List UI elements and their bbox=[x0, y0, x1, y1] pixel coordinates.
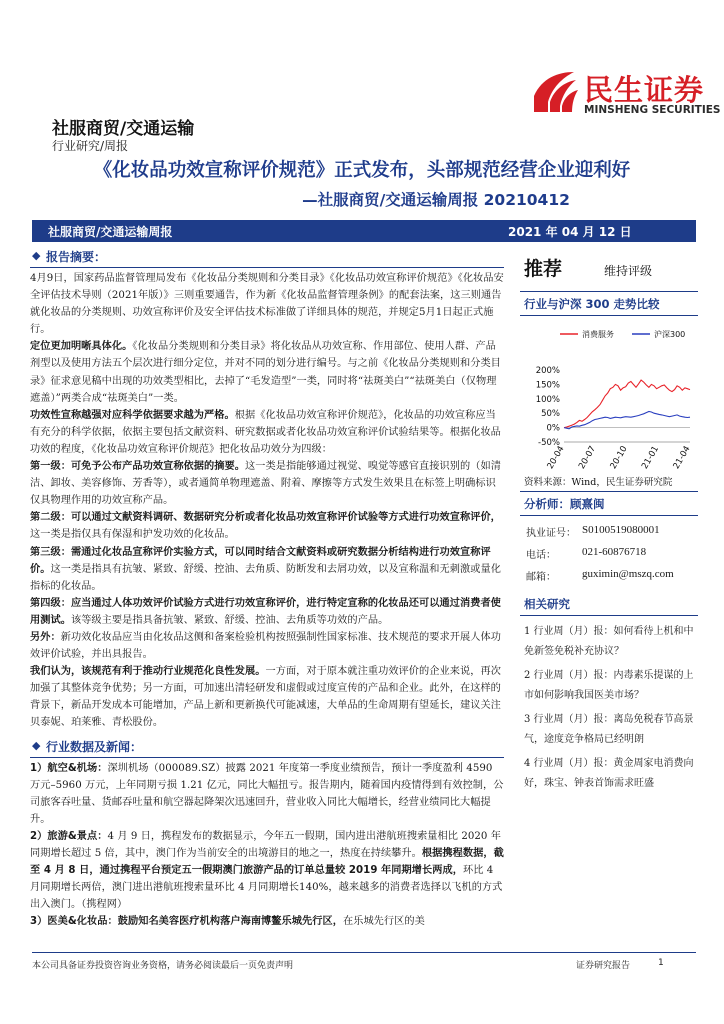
performance-chart bbox=[520, 316, 698, 472]
logo-mark-icon bbox=[528, 66, 580, 116]
summary-paragraph: 4月9日，国家药品监督管理局发布《化妆品分类规则和分类目录》《化妆品功效宣称评价规范》《化妆品安全评估技术导则（2021年版）》三则重要通告，作为新《化妆品监督管理条例》的配套法案，这三则通告就化妆品的分类规则、功效宣称评价及安全评估技术标准做了详细具体的规范，并规定5月1日起正式施行。 bbox=[30, 273, 504, 336]
legend-label: 消费服务 bbox=[582, 330, 614, 339]
rating-status: 维持评级 bbox=[604, 264, 653, 278]
summary-paragraph: 功效性宣称越强对应科学依据要求越为严格。根据《化妆品功效宣称评价规范》，化妆品的功效宣称应当有充分的科学依据，依据主要包括文献资料、研究数据或者化妆品功效宣称评价试验结果等。根据化妆品功效的程度，《化妆品功效宣称评价规范》把化妆品功效分为四级： bbox=[30, 409, 501, 455]
company-logo bbox=[528, 66, 721, 128]
y-tick-label: 0% bbox=[546, 423, 560, 434]
summary-heading: ◆ 报告摘要： bbox=[32, 249, 107, 264]
rating-box bbox=[520, 248, 698, 292]
series-line bbox=[564, 380, 690, 428]
logo-text-cn: 民生证券 bbox=[584, 73, 705, 107]
diamond-bullet-icon: ◆ bbox=[32, 738, 41, 752]
y-tick-label: -50% bbox=[538, 438, 560, 448]
report-title: 《化妆品功效宣称评价规范》正式发布，头部规范经营企业迎利好 bbox=[93, 160, 631, 181]
report-subtitle: —社服商贸/交通运输周报 20210412 bbox=[302, 191, 570, 209]
related-heading: 相关研究 bbox=[520, 592, 698, 616]
page-number: 1 bbox=[658, 958, 664, 968]
industry-heading: ◆ 行业数据及新闻： bbox=[32, 738, 143, 754]
rating-label: 推荐 bbox=[524, 258, 563, 280]
summary-paragraph: 我们认为，该规范有利于推动行业规范化良性发展。一方面，对于原本就注重功效评价的企业来说，再次加强了其整体竞争优势；另一方面，可加速出清轻研发和虚假或过度宣传的产品和企业。此外，在这样的背景下，新品开发成本可能增加，产品上新和更新换代可能减速，大单品的生命周期有望延长，建议关注贝泰妮、珀莱雅、青松股份。 bbox=[30, 666, 501, 729]
main-column bbox=[30, 248, 504, 930]
footer-disclaimer: 本公司具备证券投资咨询业务资格，请务必阅读最后一页免责声明 bbox=[32, 961, 294, 971]
y-tick-label: 150% bbox=[535, 380, 560, 391]
title-banner bbox=[32, 220, 696, 242]
footer-divider bbox=[32, 952, 696, 953]
footer-report-type: 证券研究报告 bbox=[576, 961, 631, 971]
x-tick-label: 20-04 bbox=[545, 444, 567, 471]
banner-date: 2021 年 04 月 12 日 bbox=[508, 225, 632, 239]
y-tick-label: 200% bbox=[535, 366, 560, 376]
analyst-heading: 分析师：顾熹闽 bbox=[520, 492, 698, 516]
industry-paragraph: 2）旅游&景点：4 月 9 日，携程发布的数据显示，今年五一假期，国内进出港航班搜索量相比 2020 年同期增长超过 5 倍，其中，澳门作为当前安全的出境游目的地之一，热度在持续攀升。根据携程数据，截至 4 月 8 日，通过携程平台预定五一假期澳门旅游产品的订单总量较 2019 年同期增长两成，环比 4 月同期增长两倍，澳门进出港航班搜索量环比 4 月同期增长140%，越来越多的消费者选择以飞机的方式出入澳门。（携程网） bbox=[30, 830, 504, 911]
x-tick-label: 20-07 bbox=[577, 444, 599, 471]
analyst-cert: S0100519080001 bbox=[582, 524, 660, 536]
chart-source: 资料来源：Wind，民生证券研究院 bbox=[520, 472, 698, 492]
industry-paragraph: 1）航空&机场：深圳机场（000089.SZ）披露 2021 年度第一季度业绩预告，预计一季度盈利 4590 万元–5960 万元，上年同期亏损 1.21 亿元，同比大幅扭亏。报告期内，随着国内疫情得到有效控制，公司旅客吞吐量、货邮吞吐量和航空器起降架次迅速回升，营业收入同比大幅增长，经营业绩同比大幅提升。 bbox=[30, 762, 504, 825]
analyst-phone-row: 电话： 021-60876718 bbox=[526, 546, 647, 561]
analyst-email-row: 邮箱： guximin@mszq.com bbox=[526, 568, 674, 583]
related-report-item[interactable]: 2 行业周（月）报：内毒素乐提谋的上市如何影响我国医美市场？ bbox=[524, 670, 694, 701]
summary-paragraph: 另外：新功效化妆品应当由化妆品这侧和备案检验机构按照强制性国家标准、技术规范的要求开展人体功效评价试验，并出具报告。 bbox=[30, 631, 501, 661]
sector-heading: 社服商贸/交通运输 bbox=[52, 119, 195, 139]
sidebar-column bbox=[520, 248, 698, 798]
doc-type: 行业研究/周报 bbox=[52, 139, 129, 153]
summary-paragraph: 第一级：可免予公布产品功效宣称依据的摘要。这一类是指能够通过视觉、嗅觉等感官直接识别的（如清洁、卸妆、美容修饰、芳香等），或者通简单物理遮盖、附着、摩擦等方式发生效果且在标签上明确标识仅具物理作用的功效宣称产品。 bbox=[30, 461, 501, 507]
analyst-email[interactable]: guximin@mszq.com bbox=[582, 568, 674, 580]
related-report-item[interactable]: 4 行业周（月）报：黄金周家电消费向好，珠宝、钟表首饰需求旺盛 bbox=[524, 758, 694, 789]
chart-title: 行业与沪深 300 走势比较 bbox=[520, 292, 698, 316]
related-report-item[interactable]: 1 行业周（月）报：如何看待上机和中免新签免税补充协议？ bbox=[524, 626, 694, 657]
x-tick-label: 21-01 bbox=[640, 444, 662, 471]
diamond-bullet-icon: ◆ bbox=[32, 249, 41, 262]
summary-paragraph: 第三级：需通过化妆品宣称评价实验方式，可以同时结合文献资料或研究数据分析结构进行功效宣称评价。这一类是指具有抗皱、紧致、舒缓、控油、去角质、防断发和去屑功效，以及宣称温和无刺激或量化指标的化妆品。 bbox=[30, 546, 501, 592]
legend-label: 沪深300 bbox=[654, 330, 686, 339]
related-report-item[interactable]: 3 行业周（月）报：离岛免税春节高景气，途度竞争格局已经明朗 bbox=[524, 714, 694, 745]
summary-paragraph: 第二级：可以通过文献资料调研、数据研究分析或者化妆品功效宣称评价试验等方式进行功效宣称评价，这一类是指仅具有保湿和护发功效的化妆品。 bbox=[30, 512, 501, 541]
y-tick-label: 100% bbox=[535, 394, 560, 405]
logo-text-en: MINSHENG SECURITIES bbox=[584, 104, 721, 116]
divider bbox=[30, 757, 504, 758]
y-tick-label: 50% bbox=[541, 409, 560, 420]
analyst-cert-row: 执业证号： S0100519080001 bbox=[526, 524, 660, 539]
banner-series: 社服商贸/交通运输周报 bbox=[48, 225, 173, 239]
divider bbox=[30, 267, 504, 268]
summary-paragraph: 第四级：应当通过人体功效评价试验方式进行功效宣称评价，进行特定宣称的化妆品还可以通过消费者使用测试。该等级主要是指具备抗皱、紧致、舒缓、控油、去角质等功效的产品。 bbox=[30, 597, 501, 626]
x-tick-label: 20-10 bbox=[608, 444, 630, 471]
industry-paragraph: 3）医美&化妆品：鼓励知名美容医疗机构落户海南博鳌乐城先行区，在乐城先行区的美 bbox=[30, 916, 425, 928]
summary-paragraph: 定位更加明晰具体化。《化妆品分类规则和分类目录》将化妆品从功效宣称、作用部位、使用人群、产品剂型以及使用方法五个层次进行细分定位，并对不同的划分进行编号。与之前《化妆品分类规则和分类目录》征求意见稿中出现的功效类型相比，去掉了“毛发造型”一类，同时将“祛斑美白”“祛斑美白（仅物理遮盖）”两类合成“祛斑美白”一类。 bbox=[30, 341, 501, 404]
analyst-phone: 021-60876718 bbox=[582, 546, 647, 558]
chart-svg bbox=[520, 316, 698, 472]
x-tick-label: 21-04 bbox=[671, 444, 693, 471]
